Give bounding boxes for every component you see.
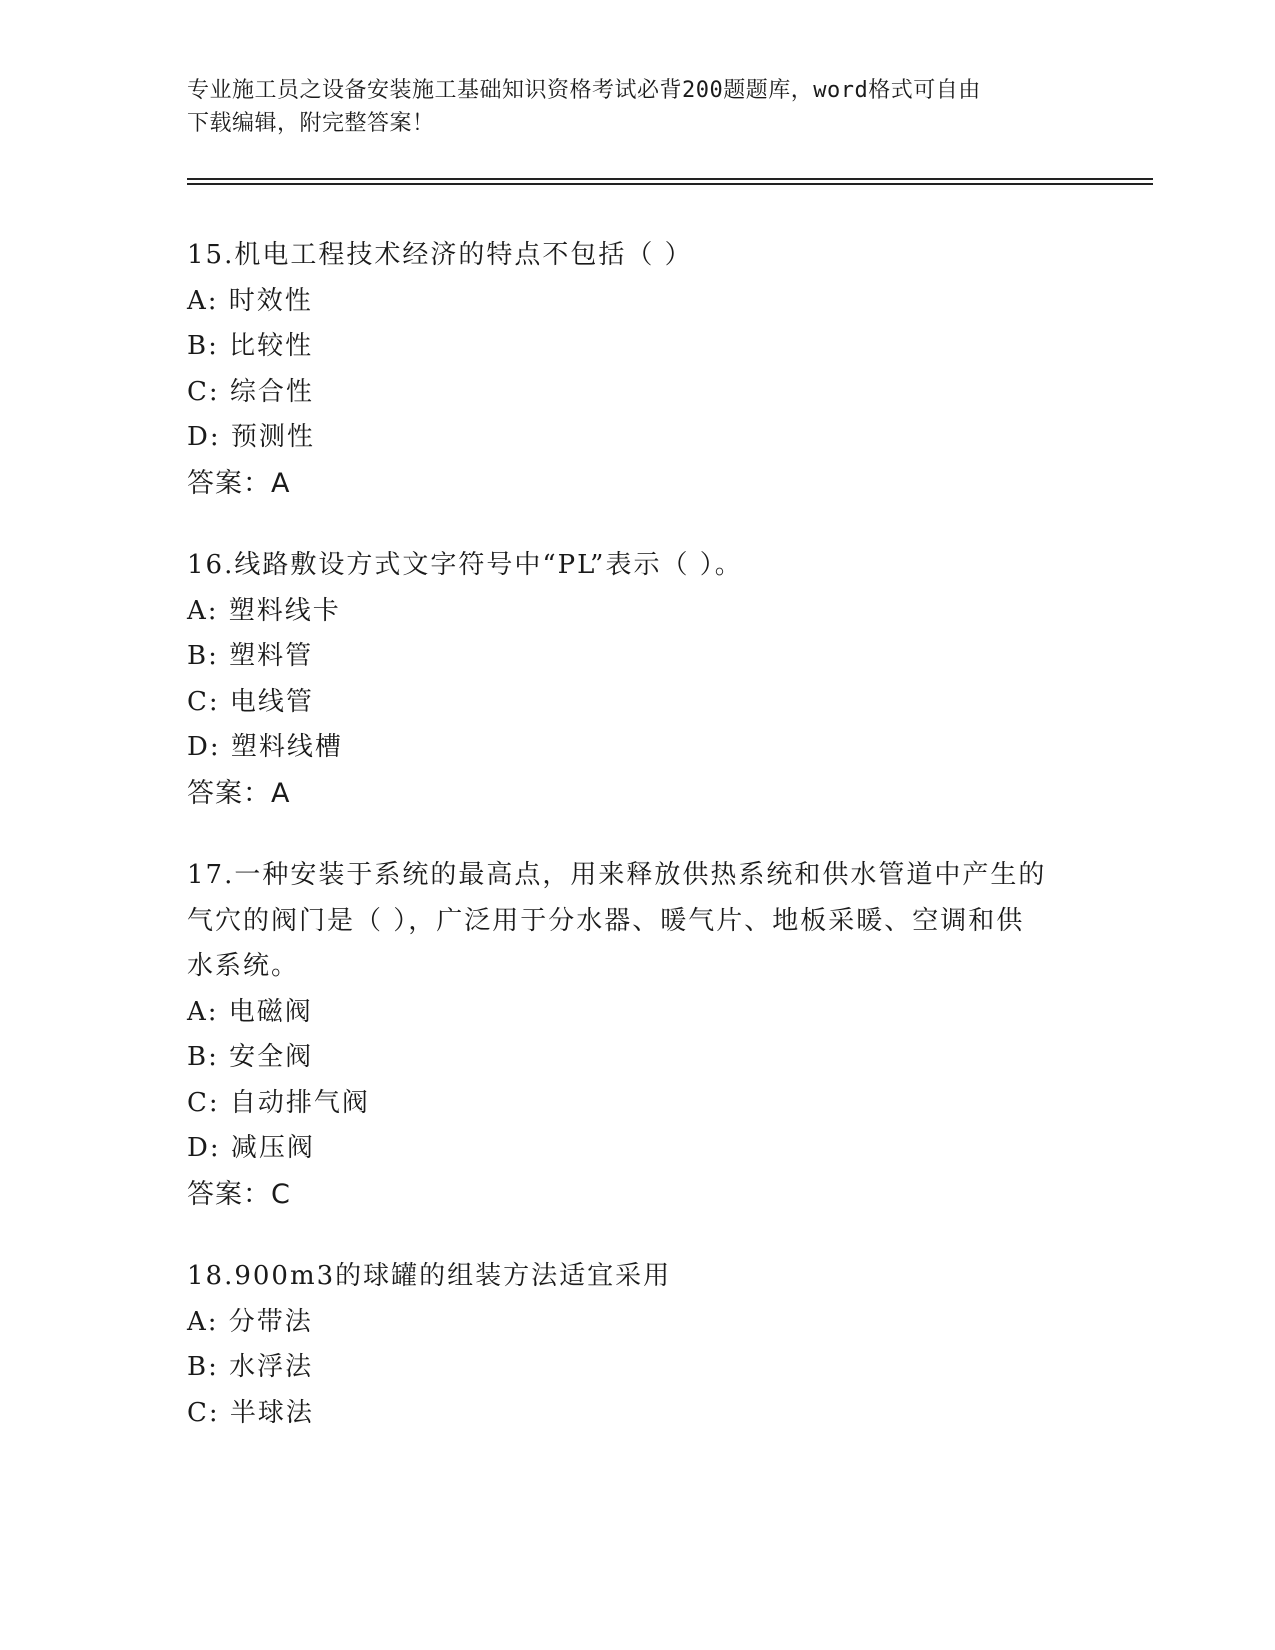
header-divider-top [187, 178, 1153, 180]
option-c: C: 半球法 [187, 1397, 314, 1428]
option-c: C: 综合性 [187, 376, 314, 407]
option-b: B: 安全阀 [187, 1042, 314, 1072]
option-b: B: 水浮法 [187, 1352, 314, 1382]
option-c: C: 电线管 [187, 686, 314, 717]
question-stem: 15.机电工程技术经济的特点不包括（ ） [187, 240, 693, 270]
answer: 答案：A [187, 777, 291, 809]
option-b: B: 比较性 [187, 331, 314, 361]
question-15 [187, 233, 1067, 506]
header-divider-bottom [187, 183, 1153, 185]
option-c: C: 自动排气阀 [187, 1087, 370, 1118]
question-stem: 16.线路敷设方式文字符号中“PL”表示（ ）。 [187, 550, 743, 580]
question-16 [187, 543, 1067, 816]
document-header [187, 74, 1067, 140]
option-a: A: 电磁阀 [187, 996, 313, 1027]
option-a: A: 分带法 [187, 1306, 313, 1337]
question-17 [187, 853, 1067, 1217]
question-stem: 18.900m3的球罐的组装方法适宜采用 [187, 1261, 672, 1291]
option-d: D: 塑料线槽 [187, 732, 343, 762]
question-list [187, 233, 1067, 1473]
question-stem-line-3: 水系统。 [187, 951, 300, 981]
option-b: B: 塑料管 [187, 641, 314, 671]
question-stem-line-1: 17.一种安装于系统的最高点，用来释放供热系统和供水管道中产生的 [187, 860, 1047, 890]
question-18 [187, 1254, 1067, 1436]
header-line-1: 专业施工员之设备安装施工基础知识资格考试必背200题题库，word格式可自由 [187, 78, 981, 103]
option-d: D: 预测性 [187, 422, 315, 452]
answer: 答案：A [187, 467, 291, 499]
option-a: A: 时效性 [187, 285, 313, 316]
question-stem-line-2: 气穴的阀门是（ ），广泛用于分水器、暖气片、地板采暖、空调和供 [187, 905, 1025, 936]
option-d: D: 减压阀 [187, 1133, 315, 1163]
header-line-2: 下载编辑，附完整答案！ [187, 111, 435, 136]
answer: 答案：C [187, 1178, 291, 1210]
option-a: A: 塑料线卡 [187, 595, 341, 626]
